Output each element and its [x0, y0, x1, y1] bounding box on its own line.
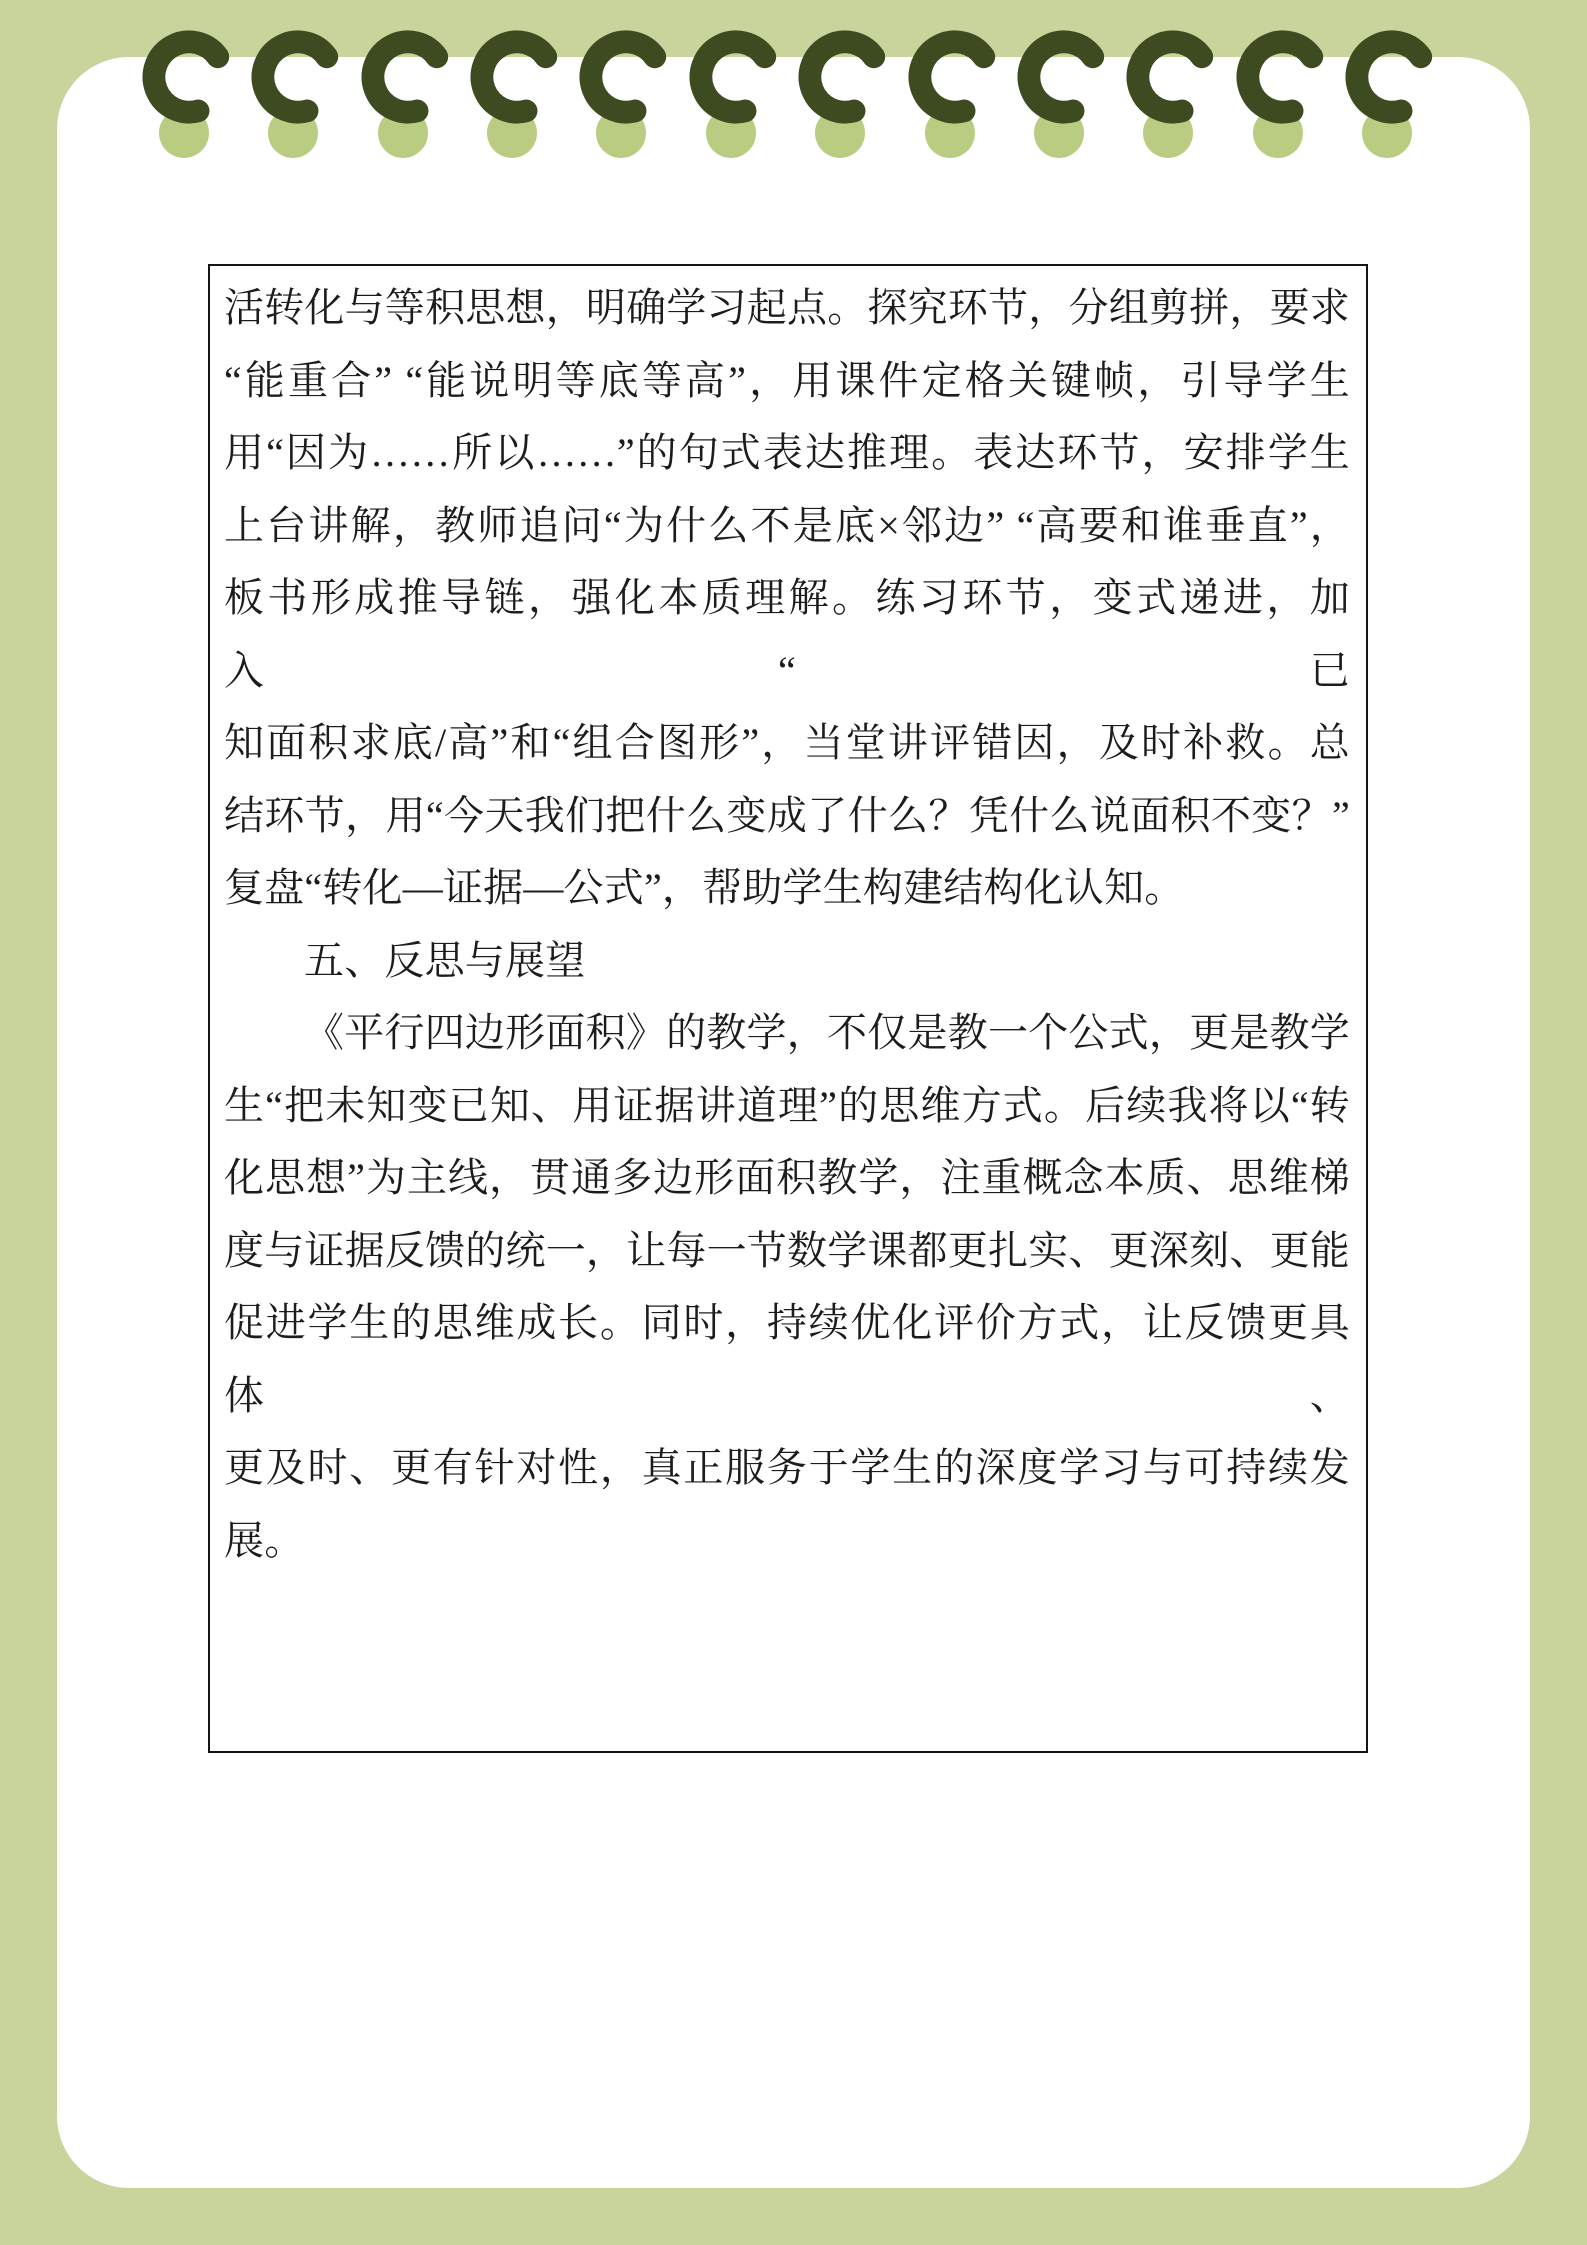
ring-c-icon — [1017, 30, 1111, 124]
ring-c-icon — [579, 30, 673, 124]
binding-ring — [689, 30, 783, 162]
text-line: 结环节，用“今天我们把什么变成了什么？凭什么说面积不变？” — [224, 792, 1350, 838]
ring-c-icon — [361, 30, 455, 124]
binding-ring — [908, 30, 1002, 162]
ring-c-icon — [1236, 30, 1330, 124]
text-line: 知面积求底/高”和“组合图形”，当堂讲评错因，及时补救。总 — [224, 720, 1350, 765]
text-line: 板书形成推导链，强化本质理解。练习环节，变式递进，加入“已 — [224, 575, 1350, 693]
text-line: 复盘“转化—证据—公式”，帮助学生构建结构化认知。 — [224, 865, 1185, 910]
spiral-binding — [142, 30, 1439, 162]
binding-ring — [1017, 30, 1111, 162]
binding-ring — [579, 30, 673, 162]
ring-c-icon — [1126, 30, 1220, 124]
text-line: 活转化与等积思想，明确学习起点。探究环节，分组剪拼，要求 — [224, 285, 1350, 330]
section-heading: 五、反思与展望 — [304, 937, 586, 983]
content-box — [208, 264, 1368, 1753]
binding-ring — [470, 30, 564, 162]
ring-c-icon — [908, 30, 1002, 124]
ring-c-icon — [1345, 30, 1439, 124]
text-line: 化思想”为主线，贯通多边形面积教学，注重概念本质、思维梯 — [224, 1155, 1350, 1200]
binding-ring — [142, 30, 236, 162]
text-line: 上台讲解，教师追问“为什么不是底×邻边” “高要和谁垂直”， — [224, 502, 1350, 548]
ring-c-icon — [251, 30, 345, 124]
text-line: 促进学生的思维成长。同时，持续优化评价方式，让反馈更具体、 — [224, 1300, 1350, 1418]
ring-c-icon — [798, 30, 892, 124]
text-line: 生“把未知变已知、用证据讲道理”的思维方式。后续我将以“转 — [224, 1082, 1350, 1128]
binding-ring — [361, 30, 455, 162]
ring-c-icon — [689, 30, 783, 124]
binding-ring — [251, 30, 345, 162]
binding-ring — [1236, 30, 1330, 162]
text-line: 更及时、更有针对性，真正服务于学生的深度学习与可持续发展。 — [224, 1445, 1350, 1563]
ring-c-icon — [142, 30, 236, 124]
text-line: 《平行四边形面积》的教学，不仅是教一个公式，更是教学 — [304, 1010, 1350, 1055]
binding-ring — [798, 30, 892, 162]
text-line: 用“因为……所以……”的句式表达推理。表达环节，安排学生 — [224, 430, 1350, 475]
binding-ring — [1345, 30, 1439, 162]
text-line: “能重合” “能说明等底等高”，用课件定格关键帧，引导学生 — [224, 357, 1350, 403]
ring-c-icon — [470, 30, 564, 124]
binding-ring — [1126, 30, 1220, 162]
text-line: 度与证据反馈的统一，让每一节数学课都更扎实、更深刻、更能 — [224, 1227, 1350, 1273]
